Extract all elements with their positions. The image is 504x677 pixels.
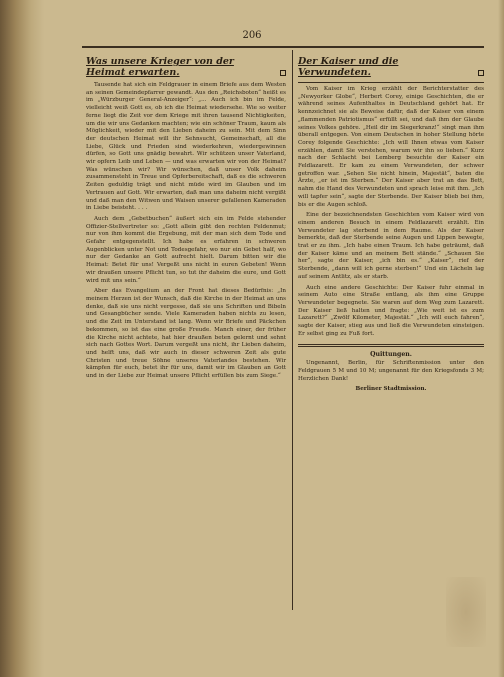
article-title-text: Der Kaiser und die Verwundeten. [298,56,399,78]
paper-stain [446,577,486,647]
article-paragraph: Auch eine andere Geschichte: Der Kaiser fuhr einmal in seinem Auto eine Straße entlang, als ihm eine Gruppe Verwundeter begegnete. Sie waren auf dem Weg zum Lazarett. Der Kaiser ließ halten und fragte: „Wie weit ist es zum Lazarett?“ „Zwölf Kilometer, Majestät.“ „Ich will euch fahren“, sagte der Kaiser, stieg aus und ließ die Verwundeten einsteigen. Er selbst ging zu Fuß fort. [298,284,484,337]
notice-title: Quittungen. [370,350,412,358]
header-rule [82,46,484,48]
square-ornament-icon [478,70,484,76]
column-divider [292,50,293,610]
page-number: 206 [242,30,262,41]
page-edge [498,0,504,677]
article-paragraph: Eine der bezeichnendsten Geschichten vom Kaiser wird von einem anderen Besuch in einem Feldlazarett erzählt. Ein Verwundeter lag sterbend in dem Raume. Als der Kaiser bemerkte, daß der Sterbende seine Augen und Lippen bewegte, trat er zu ihm. „Ich habe einen Traum. Ich habe geträumt, daß der Kaiser käme und an meinem Bett stände.“ „Schauen Sie her“, sagte der Kaiser, „ich bin es.“ „Kaiser“, rief der Sterbende, „dann will ich gerne sterben!“ Und ein Lächeln lag auf seinem Antlitz, als er starb. [298,212,484,280]
notice-text: Ungenannt, Berlin, für Schriftenmission unter den Feldgrauen 5 M und 10 M; ungenannt für den Kriegsfonds 3 M; Herzlichen Dank! [298,360,484,382]
article-paragraph: Tausende hat sich ein Feldgrauer in einem Briefe aus dem Westen an seinen Gemeindepfarrer gewandt. Aus den „Reichsboten“ heißt es im „Würzburger General-Anzeiger“: „... Auch ich bin im Felde, vielleicht weiß Gott es, ob ich die Heimat wiedersehe. Wie so weiter ferne liegt die Zeit vor dem Kriege mit ihren tausend Nichtigkeiten, um die wir uns Gedanken machten; wie ein schöner Traum, kaum als Möglichkeit, wieder mit den Lieben daheim zu sein. Mit dem Sinn der deutschen Heimat will ihr Sehnsucht, Gemeinschaft, all die Liebe, Glück und Frieden sind wiederkehren, wiedergewinnen dürfen, so Gott uns gnädig bewahrt. Wir schützen unser Vaterland, wir opfern Leib und Leben — und was erwarten wir von der Heimat? Was wünschen wir? Wir wünschen, daß unser Volk daheim zusammensteht in Treue und Opferbereitschaft, daß es die schweren Zeiten geduldig trägt und nicht müde wird im Glauben und im Vertrauen auf Gott. Wir erwarten, daß man uns daheim nicht vergißt und daß man den Witwen und Waisen unserer gefallenen Kameraden in Liebe beisteht. . . . [86,82,286,212]
article-title-text: Was unsere Krieger von der Heimat erwarten. [86,56,234,78]
title-rule [298,82,484,83]
article-title-krieger [86,56,286,78]
section-rule [298,344,484,347]
article-title-kaiser [298,56,484,78]
article-paragraph: Vom Kaiser im Krieg erzählt der Berichterstatter des „Newyorker Globe“, Herbert Corey, einige Geschichten, die er während seines Aufenthaltes in Deutschland gehört hat. Er kennzeichnet sie als Beweise dafür, daß der Kaiser von einem „flammenden Patriotismus“ erfüllt sei, und daß ihm der Glaube seines Volkes gehöre. „Heil dir im Siegerkranz!“ singt man ihm überall entgegen. Von einem Deutschen in hoher Stellung hörte Corey folgende Geschichte: „Ich will Ihnen etwas vom Kaiser erzählen, damit Sie verstehen, warum wir ihn so lieben.“ Kurz nach der Schlacht bei Lemberg besuchte der Kaiser ein Feldlazarett. Er kam zu einem Verwundeten, der schwer getroffen war. „Sehen Sie nicht hinein, Majestät“, baten die Ärzte, „er ist im Sterben.“ Der Kaiser aber trat an das Bett, nahm die Hand des Verwundeten und sprach leise mit ihm. „Ich will tapfer sein“, sagte der Sterbende. Der Kaiser blieb bei ihm, bis er die Augen schloß. [298,86,484,208]
article-paragraph: Auch dem „Gebetbuchen“ äußert sich ein im Felde stehender Offizier-Stellvertreter so: „Gott allein gibt den rechten Feldenmut; nur von ihm kommt die Ergebung, mit der man sich dem Tode und Gefahr entgegenstellt. Ich habe es erfahren in schweren Augenblicken unter Not und Todesgefahr, wo nur ein Gebet half, wo nur der Gedanke an Gott aufrecht hielt. Darum bitten wir die Heimat: Betet für uns! Vergeßt uns nicht in euren Gebeten! Wenn wir draußen unsere Pflicht tun, so tut ihr daheim die eure, und Gott wird mit uns sein.“ [86,215,286,284]
right-column [298,50,484,394]
article-paragraph: Aber das Evangelium an der Front hat dieses Bedürfnis: „In meinem Herzen ist der Wunsch, daß die Kirche in der Heimat an uns denke, daß sie uns nicht vergesse, daß sie uns Schriften und Bibeln und Gesangbücher sende. Viele Kameraden haben nichts zu lesen, und die Zeit im Unterstand ist lang. Wenn wir Briefe und Päckchen bekommen, so ist das eine große Freude. Manch einer, der früher die Kirche nicht achtete, hat hier draußen beten gelernt und sehnt sich nach Gottes Wort. Darum vergeßt uns nicht, ihr Lieben daheim, und helft uns, daß wir auch in dieser schweren Zeit als gute Christen und treue Söhne unseres Vaterlandes bestehen. Wir kämpfen für euch, betet ihr für uns, damit wir im Glauben an Gott und in der Liebe zur Heimat unsere Pflicht erfüllen bis zum Siege.“ [86,288,286,380]
book-gutter [0,0,44,677]
square-ornament-icon [280,70,286,76]
notice-signature: Berliner Stadtmission. [355,386,427,393]
left-column [86,50,286,384]
